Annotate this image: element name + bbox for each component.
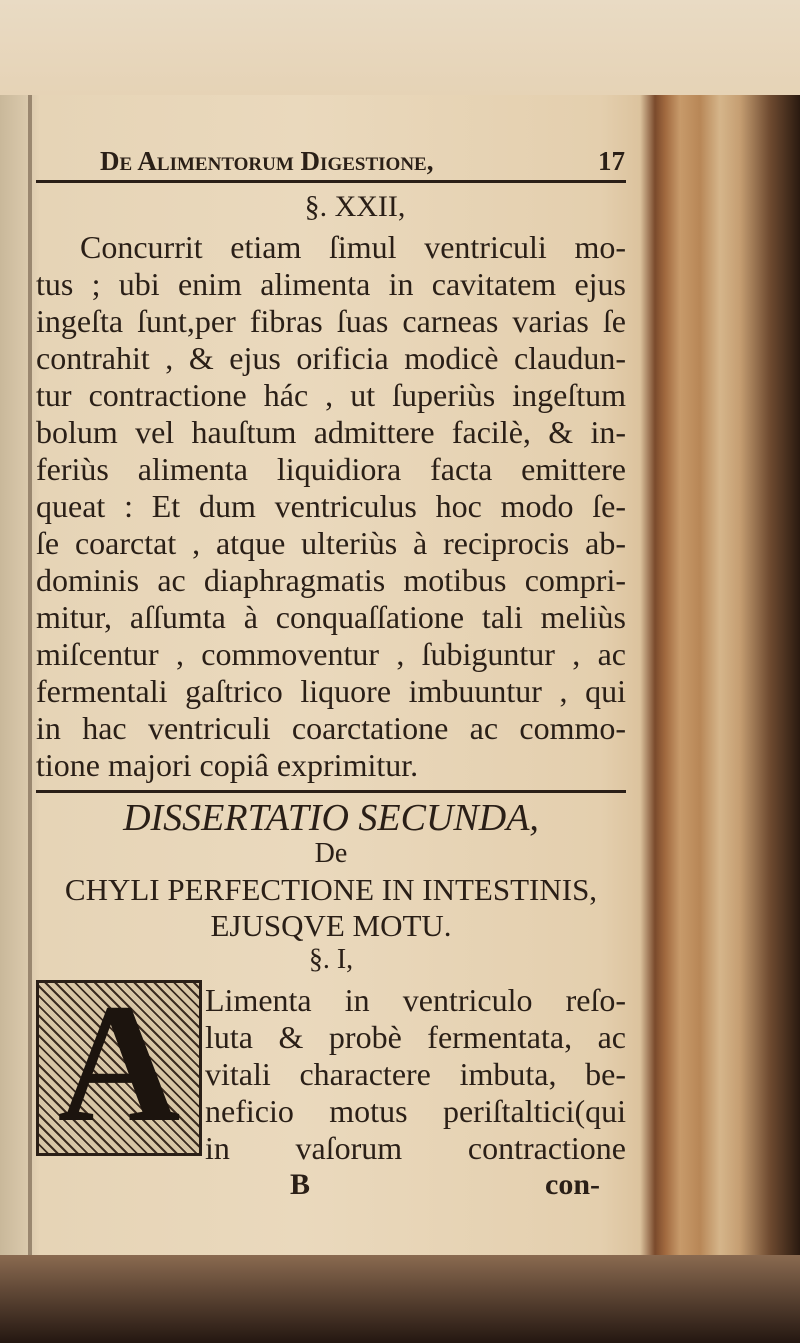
text-line: vitali charactere imbuta, be- — [205, 1056, 626, 1092]
text-line: tione majori copiâ exprimitur. — [36, 747, 419, 783]
text-line: feriùs alimenta liquidiora facta emittere — [36, 451, 626, 487]
drop-cap-letter: A — [57, 969, 181, 1157]
text-line: luta & probè fermentata, ac — [205, 1019, 626, 1055]
dissertation-title: DISSERTATIO SECUNDA, — [123, 797, 539, 839]
text-line: in vaſorum contractione — [205, 1130, 626, 1166]
page-bottom-edge — [0, 1255, 800, 1343]
text-line: Concurrit etiam ſimul ventriculi mo- — [80, 229, 626, 265]
section-heading: §. XXII, — [304, 190, 406, 223]
header-rule — [36, 180, 626, 183]
text-line: mitur, aſſumta à conquaſſatione tali meliùs — [36, 599, 626, 635]
catchword: con- — [545, 1168, 600, 1201]
book-gutter — [28, 95, 32, 1255]
page-top-margin — [0, 0, 800, 95]
text-line: dominis ac diaphragmatis motibus compri- — [36, 562, 626, 598]
dissertation-de: De — [314, 838, 348, 869]
section-heading: §. I, — [308, 944, 354, 975]
dissertation-subtitle: CHYLI PERFECTIONE IN INTESTINIS, — [64, 872, 598, 907]
section-rule — [36, 790, 626, 793]
text-line: neficio motus periſtaltici(qui — [205, 1093, 626, 1129]
text-line: miſcentur , commoventur , ſubiguntur , ac — [36, 636, 626, 672]
running-title: De Alimentorum Digestione, — [100, 146, 434, 176]
text-line: Limenta in ventriculo reſo- — [205, 982, 626, 1018]
text-line: in hac ventriculi coarctatione ac commo- — [36, 710, 626, 746]
text-line: queat : Et dum ventriculus hoc modo ſe- — [36, 488, 626, 524]
running-header — [100, 146, 625, 177]
text-line: tur contractione hác , ut ſuperiùs ingeſtum — [36, 377, 626, 413]
dissertation-subtitle-2: EJUSQVE MOTU. — [210, 908, 452, 943]
text-line: ingeſta ſunt,per fibras ſuas carneas varias ſe — [36, 303, 626, 339]
text-line: contrahit , & ejus orificia modicè claudun- — [36, 340, 626, 376]
page-number: 17 — [598, 146, 625, 176]
text-line: bolum vel hauſtum admittere facilè, & in- — [36, 414, 626, 450]
ornamental-drop-cap — [36, 969, 202, 1157]
signature-mark: B — [290, 1168, 311, 1201]
text-line: ſe coarctat , atque ulteriùs à reciprocis ab- — [36, 525, 626, 561]
text-line: tus ; ubi enim alimenta in cavitatem ejus — [36, 266, 626, 302]
text-line: fermentali gaſtrico liquore imbuuntur , qui — [36, 673, 626, 709]
